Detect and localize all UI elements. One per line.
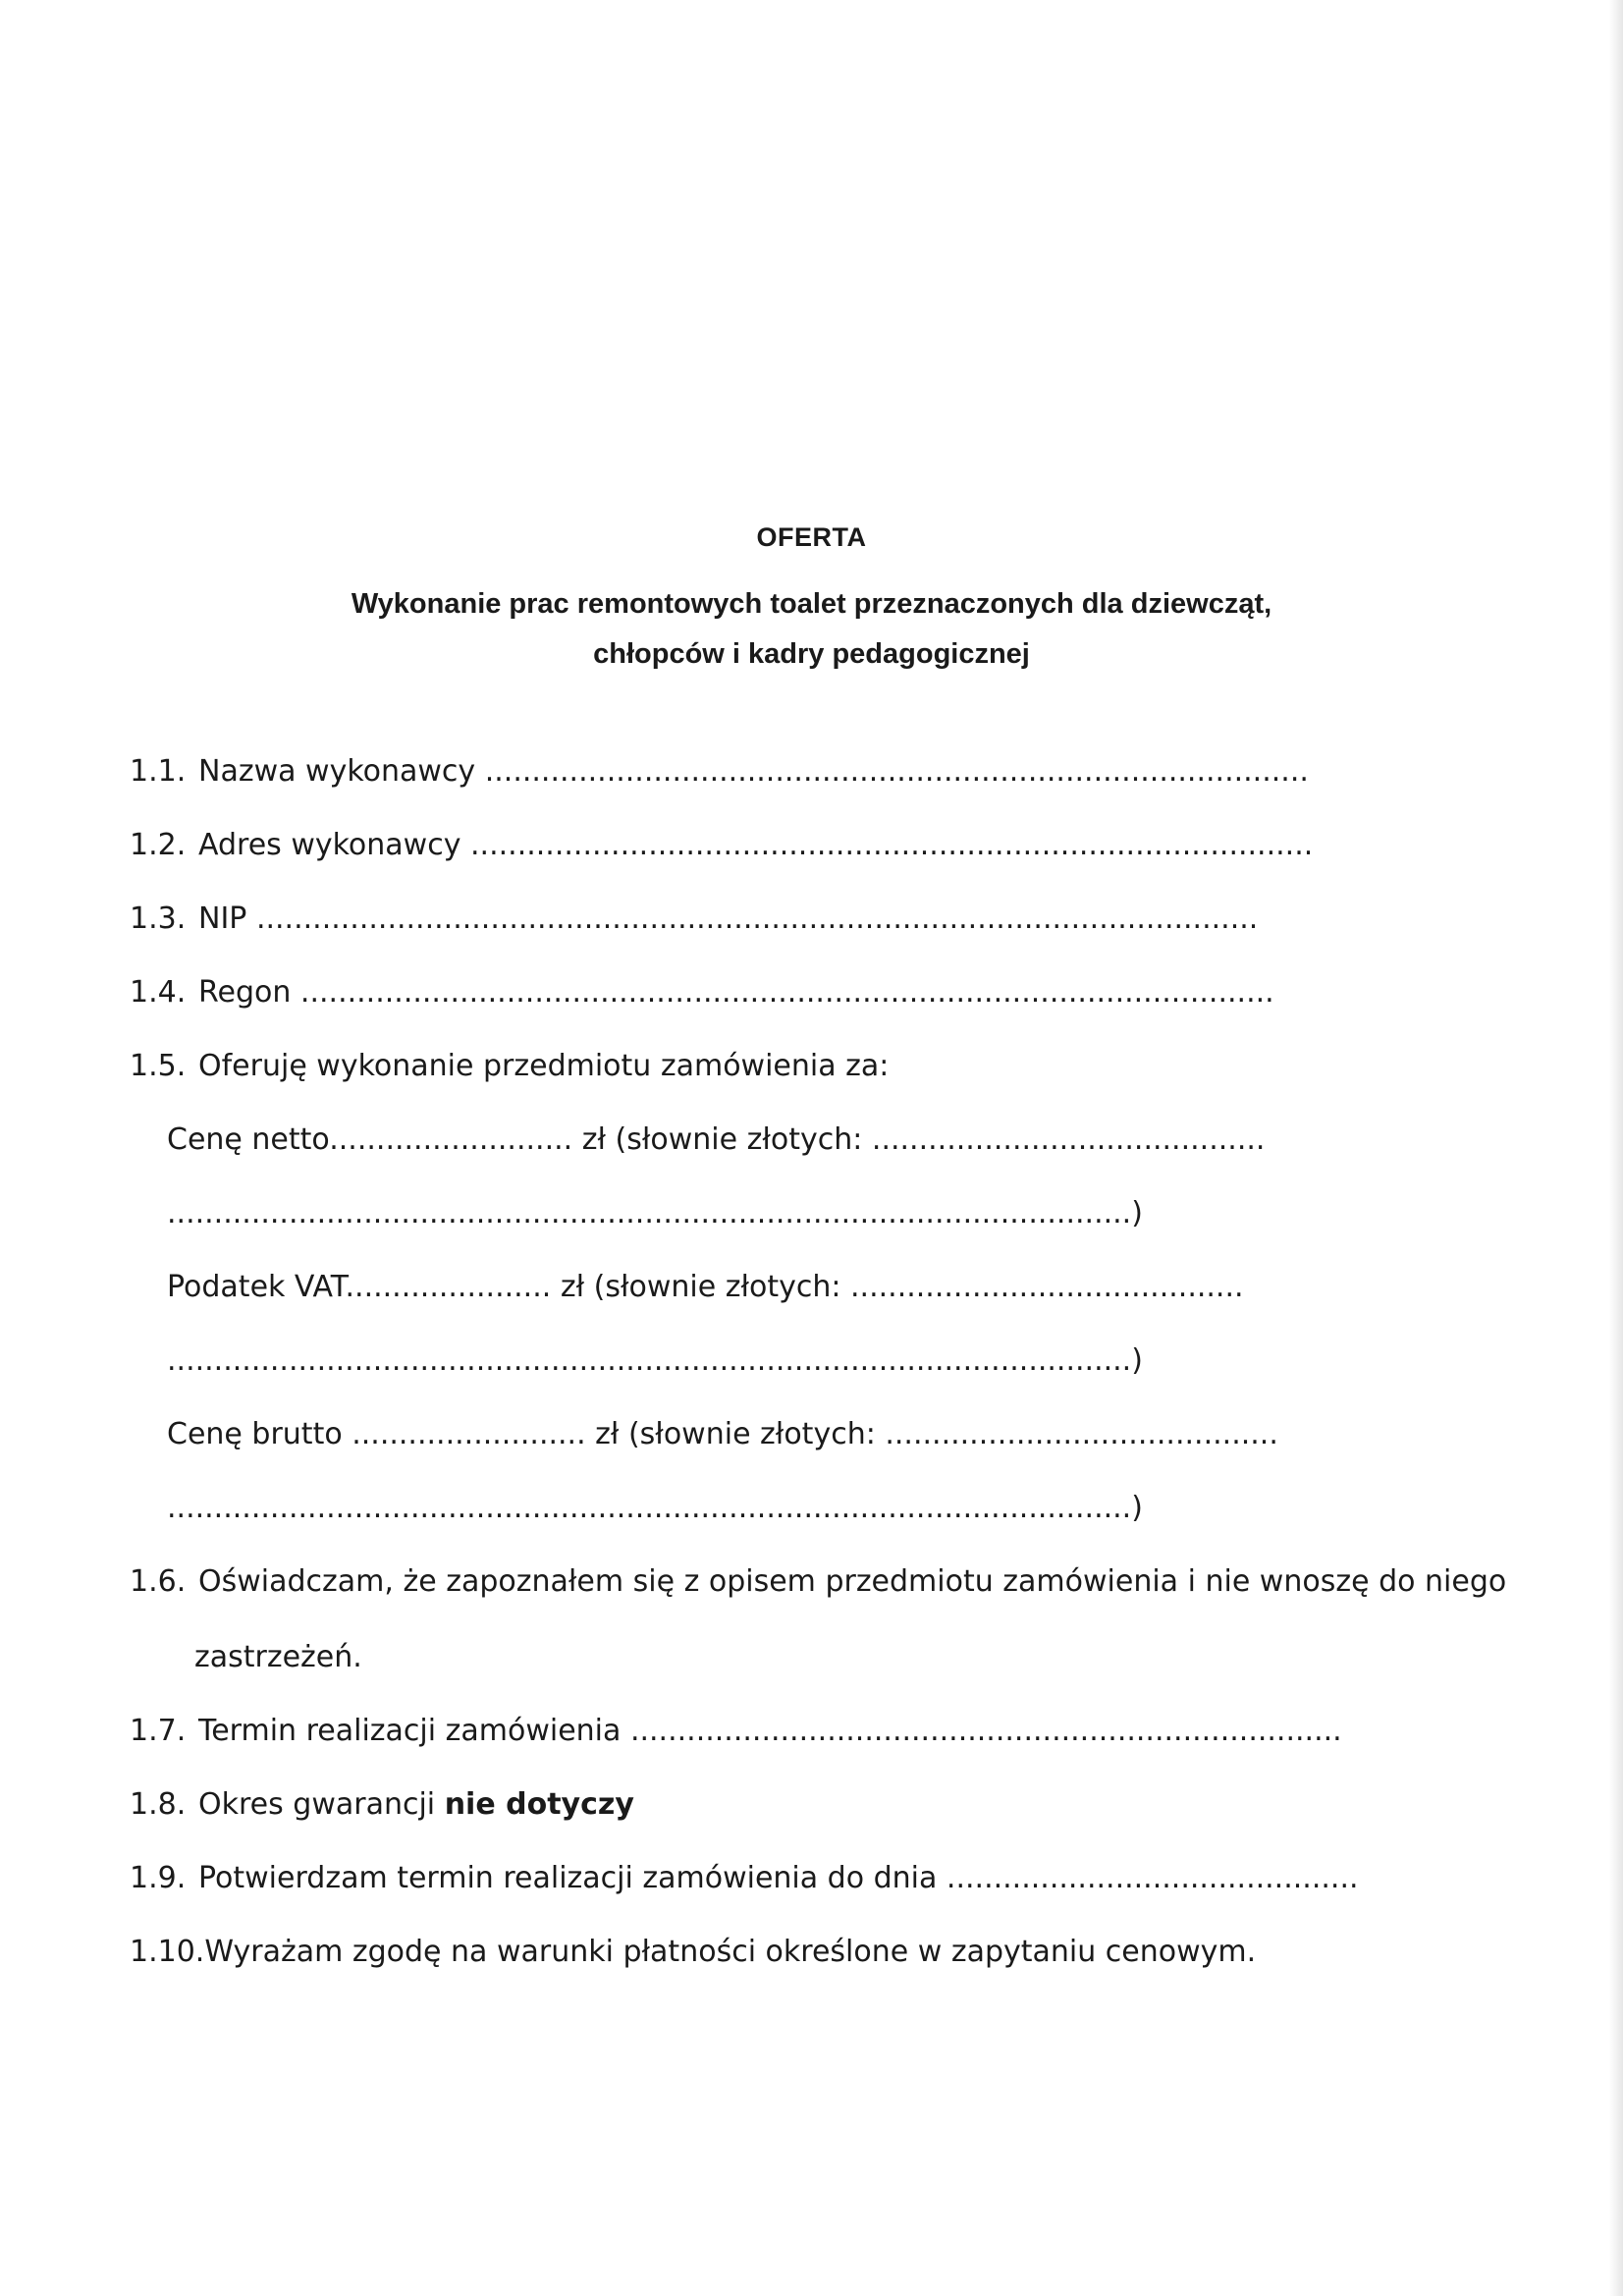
item-contractor-name bbox=[130, 750, 1309, 793]
item-offer bbox=[130, 1045, 889, 1088]
fill-dots: ............................................................................ bbox=[629, 1714, 1342, 1748]
vat-continuation: .......................................................................................................) bbox=[167, 1343, 1143, 1378]
fill-dots: ........................................................................................................ bbox=[299, 975, 1274, 1010]
item-payment-terms bbox=[130, 1931, 1256, 1974]
item-text: NIP bbox=[198, 902, 247, 936]
item-number: 1.8. bbox=[130, 1787, 187, 1822]
fill-dots: .......................................................................................... bbox=[470, 828, 1314, 862]
price-gross-continuation: .......................................................................................................) bbox=[167, 1491, 1143, 1525]
price-gross-line: Cenę brutto ......................... zł (słownie złotych: .......................................... bbox=[167, 1417, 1278, 1451]
fill-dots: ............................................ bbox=[946, 1861, 1359, 1895]
price-net-continuation: .......................................................................................................) bbox=[167, 1196, 1143, 1230]
subtitle-line-2: chłopców i kadry pedagogicznej bbox=[593, 638, 1030, 670]
price-net-line: Cenę netto.......................... zł (słownie złotych: .......................................... bbox=[167, 1122, 1266, 1157]
item-text: Potwierdzam termin realizacji zamówienia do dnia bbox=[198, 1861, 938, 1895]
item-statement-continuation: zastrzeżeń. bbox=[194, 1640, 362, 1674]
item-number: 1.6. bbox=[130, 1564, 187, 1599]
fill-dots: ........................................................................................ bbox=[484, 754, 1309, 789]
item-number: 1.10. bbox=[130, 1935, 205, 1969]
item-text: Adres wykonawcy bbox=[198, 828, 461, 862]
document-subtitle bbox=[0, 579, 1623, 680]
item-text: Wyrażam zgodę na warunki płatności określone w zapytaniu cenowym. bbox=[204, 1935, 1257, 1969]
document-title: OFERTA bbox=[756, 522, 867, 552]
item-confirm-deadline bbox=[130, 1857, 1359, 1900]
item-text: Okres gwarancji bbox=[198, 1787, 436, 1822]
item-warranty bbox=[130, 1783, 634, 1827]
item-number: 1.4. bbox=[130, 975, 187, 1010]
item-text: Oświadczam, że zapoznałem się z opisem przedmiotu zamówienia i nie wnoszę do niego bbox=[198, 1564, 1507, 1599]
vat-line: Podatek VAT...................... zł (słownie złotych: .......................................... bbox=[167, 1270, 1244, 1304]
item-statement bbox=[130, 1560, 1506, 1604]
item-completion-deadline bbox=[130, 1710, 1342, 1753]
subtitle-line-1: Wykonanie prac remontowych toalet przeznaczonych dla dziewcząt, bbox=[351, 588, 1272, 620]
item-text: Nazwa wykonawcy bbox=[198, 754, 476, 789]
item-number: 1.3. bbox=[130, 902, 187, 936]
item-text: Oferuję wykonanie przedmiotu zamówienia za: bbox=[198, 1049, 890, 1083]
item-number: 1.7. bbox=[130, 1714, 187, 1748]
item-nip bbox=[130, 898, 1258, 941]
item-regon bbox=[130, 971, 1274, 1014]
item-number: 1.1. bbox=[130, 754, 187, 789]
item-number: 1.2. bbox=[130, 828, 187, 862]
item-number: 1.9. bbox=[130, 1861, 187, 1895]
item-text: Regon bbox=[198, 975, 292, 1010]
item-text: Termin realizacji zamówienia bbox=[198, 1714, 622, 1748]
scan-edge bbox=[1609, 0, 1623, 2296]
warranty-value: nie dotyczy bbox=[444, 1787, 634, 1822]
fill-dots: ........................................................................................................... bbox=[255, 902, 1259, 936]
item-number: 1.5. bbox=[130, 1049, 187, 1083]
item-contractor-address bbox=[130, 824, 1313, 867]
